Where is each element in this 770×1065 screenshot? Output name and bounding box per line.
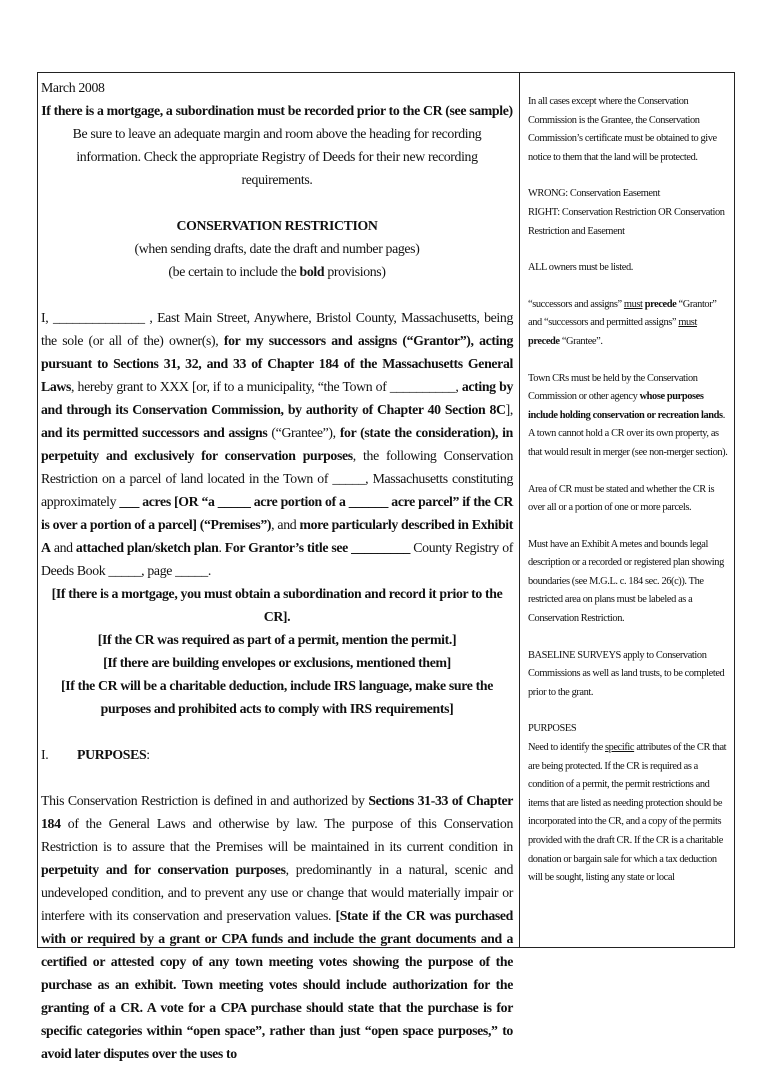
note-commission-certificate: In all cases except where the Conservation Commission is the Grantee, the Conservation Commission’s certificate must be obtained to give notice to them that the land will be protected. <box>528 96 717 163</box>
envelope-bracket-note: [If there are building envelopes or exclusions, mentioned them] <box>103 655 451 670</box>
purposes-paragraph: This Conservation Restriction is defined in and authorized by Sections 31-33 of Chapter 184 of the General Laws and otherwise by law. The purpose of this Conservation Restriction is to assure that the Premises will be maintained in its current condition in perpetuity and for conservation purposes, predominantly in a natural, scenic and undeveloped condition, and to prevent any use or change that would materially impair or interfere with its conservation and preservation values. [State if the CR was purchased with or required by a grant or CPA funds and include the grant documents and a certified or attested copy of any town meeting votes showing the purpose of the purchase as an exhibit. Town meeting votes should include authorization for the granting of a CR. A vote for a CPA purchase should state that the purchase is for specific categories within “open space”, rather than just “open space purposes,” to avoid later disputes over the uses to <box>41 793 513 1061</box>
note-owners: ALL owners must be listed. <box>528 262 633 274</box>
grant-paragraph: I, ______________ , East Main Street, Anywhere, Bristol County, Massachusetts, being the sole (or all of the) owner(s), for my successors and assigns (“Grantor”), acting pursuant to Sections 31, 32, and 33 of Chapter 184 of the Massachusetts General Laws, hereby grant to XXX [or, if to a municipality, “the Town of __________, acting by and through its Conservation Commission, by authority of Chapter 40 Section 8C], and its permitted successors and assigns (“Grantee”), for (state the consideration), in perpetuity and exclusively for conservation purposes, the following Conservation Restriction on a parcel of land located in the Town of _____, Massachusetts constituting approximately ___ acres [OR “a _____ acre portion of a ______ acre parcel” if the CR is over a portion of a parcel] (“Premises”), and more particularly described in Exhibit A and attached plan/sketch plan. For Grantor’s title see _________ County Registry of Deeds Book _____, page _____. <box>41 310 514 578</box>
note-purposes: Need to identify the specific attributes of the CR that are being protected. If the CR is required as a condition of a permit, the permit restrictions and items that are listed as needing protection should be incorporated into the CR, and a copy of the permits provided with the draft CR. If the CR is a charitable donation or bargain sale for which a tax deduction will be sought, listing any state or local <box>528 742 727 884</box>
sidebar-notes <box>520 73 734 947</box>
section-number: I. <box>41 747 49 762</box>
note-wrong-heading: WRONG: Conservation Easement <box>528 188 660 200</box>
mortgage-note: If there is a mortgage, a subordination must be recorded prior to the CR (see sample) <box>41 103 513 118</box>
mortgage-bracket-note: [If there is a mortgage, you must obtain a subordination and record it prior to the CR]. <box>51 586 503 624</box>
note-successors: “successors and assigns” must precede “Grantor” and “successors and permitted assigns” must precede “Grantee”. <box>528 298 717 347</box>
note-area: Area of CR must be stated and whether the CR is over all or a portion of one or more parcels. <box>528 483 715 514</box>
margin-note: Be sure to leave an adequate margin and room above the heading for recording information. Check the appropriate Registry of Deeds for their new recording requirements. <box>72 126 482 187</box>
note-purposes-heading: PURPOSES <box>528 723 577 735</box>
note-right-heading: RIGHT: Conservation Restriction OR Conservation Restriction and Easement <box>528 206 725 237</box>
note-town-crs: Town CRs must be held by the Conservation Commission or other agency whose purposes include holding conservation or recreation lands. A town cannot hold a CR over its own property, as that would result in merger (see non-merger section). <box>528 372 728 458</box>
title-subnote-drafts: (when sending drafts, date the draft and number pages) <box>134 241 420 256</box>
irs-bracket-note: [If the CR will be a charitable deduction, include IRS language, make sure the purposes and prohibited acts to comply with IRS requirements] <box>61 678 493 716</box>
section-heading-purposes <box>41 743 513 766</box>
title-subnote-bold: (be certain to include the bold provisions) <box>168 264 386 279</box>
permit-bracket-note: [If the CR was required as part of a permit, mention the permit.] <box>97 632 457 647</box>
date-line: March 2008 <box>41 80 105 95</box>
document-title: CONSERVATION RESTRICTION <box>176 218 378 233</box>
note-exhibit-a: Must have an Exhibit A metes and bounds legal description or a recorded or registered plan showing boundaries (see M.G.L. c. 184 sec. 26(c)). The restricted area on plans must be labeled as a Conservation Restriction. <box>528 538 724 625</box>
main-column <box>38 73 519 1061</box>
note-baseline-surveys: BASELINE SURVEYS apply to Conservation Commissions as well as land trusts, to be completed prior to the grant. <box>528 649 725 698</box>
document-table <box>37 72 735 1061</box>
section-title: PURPOSES: <box>77 747 150 762</box>
